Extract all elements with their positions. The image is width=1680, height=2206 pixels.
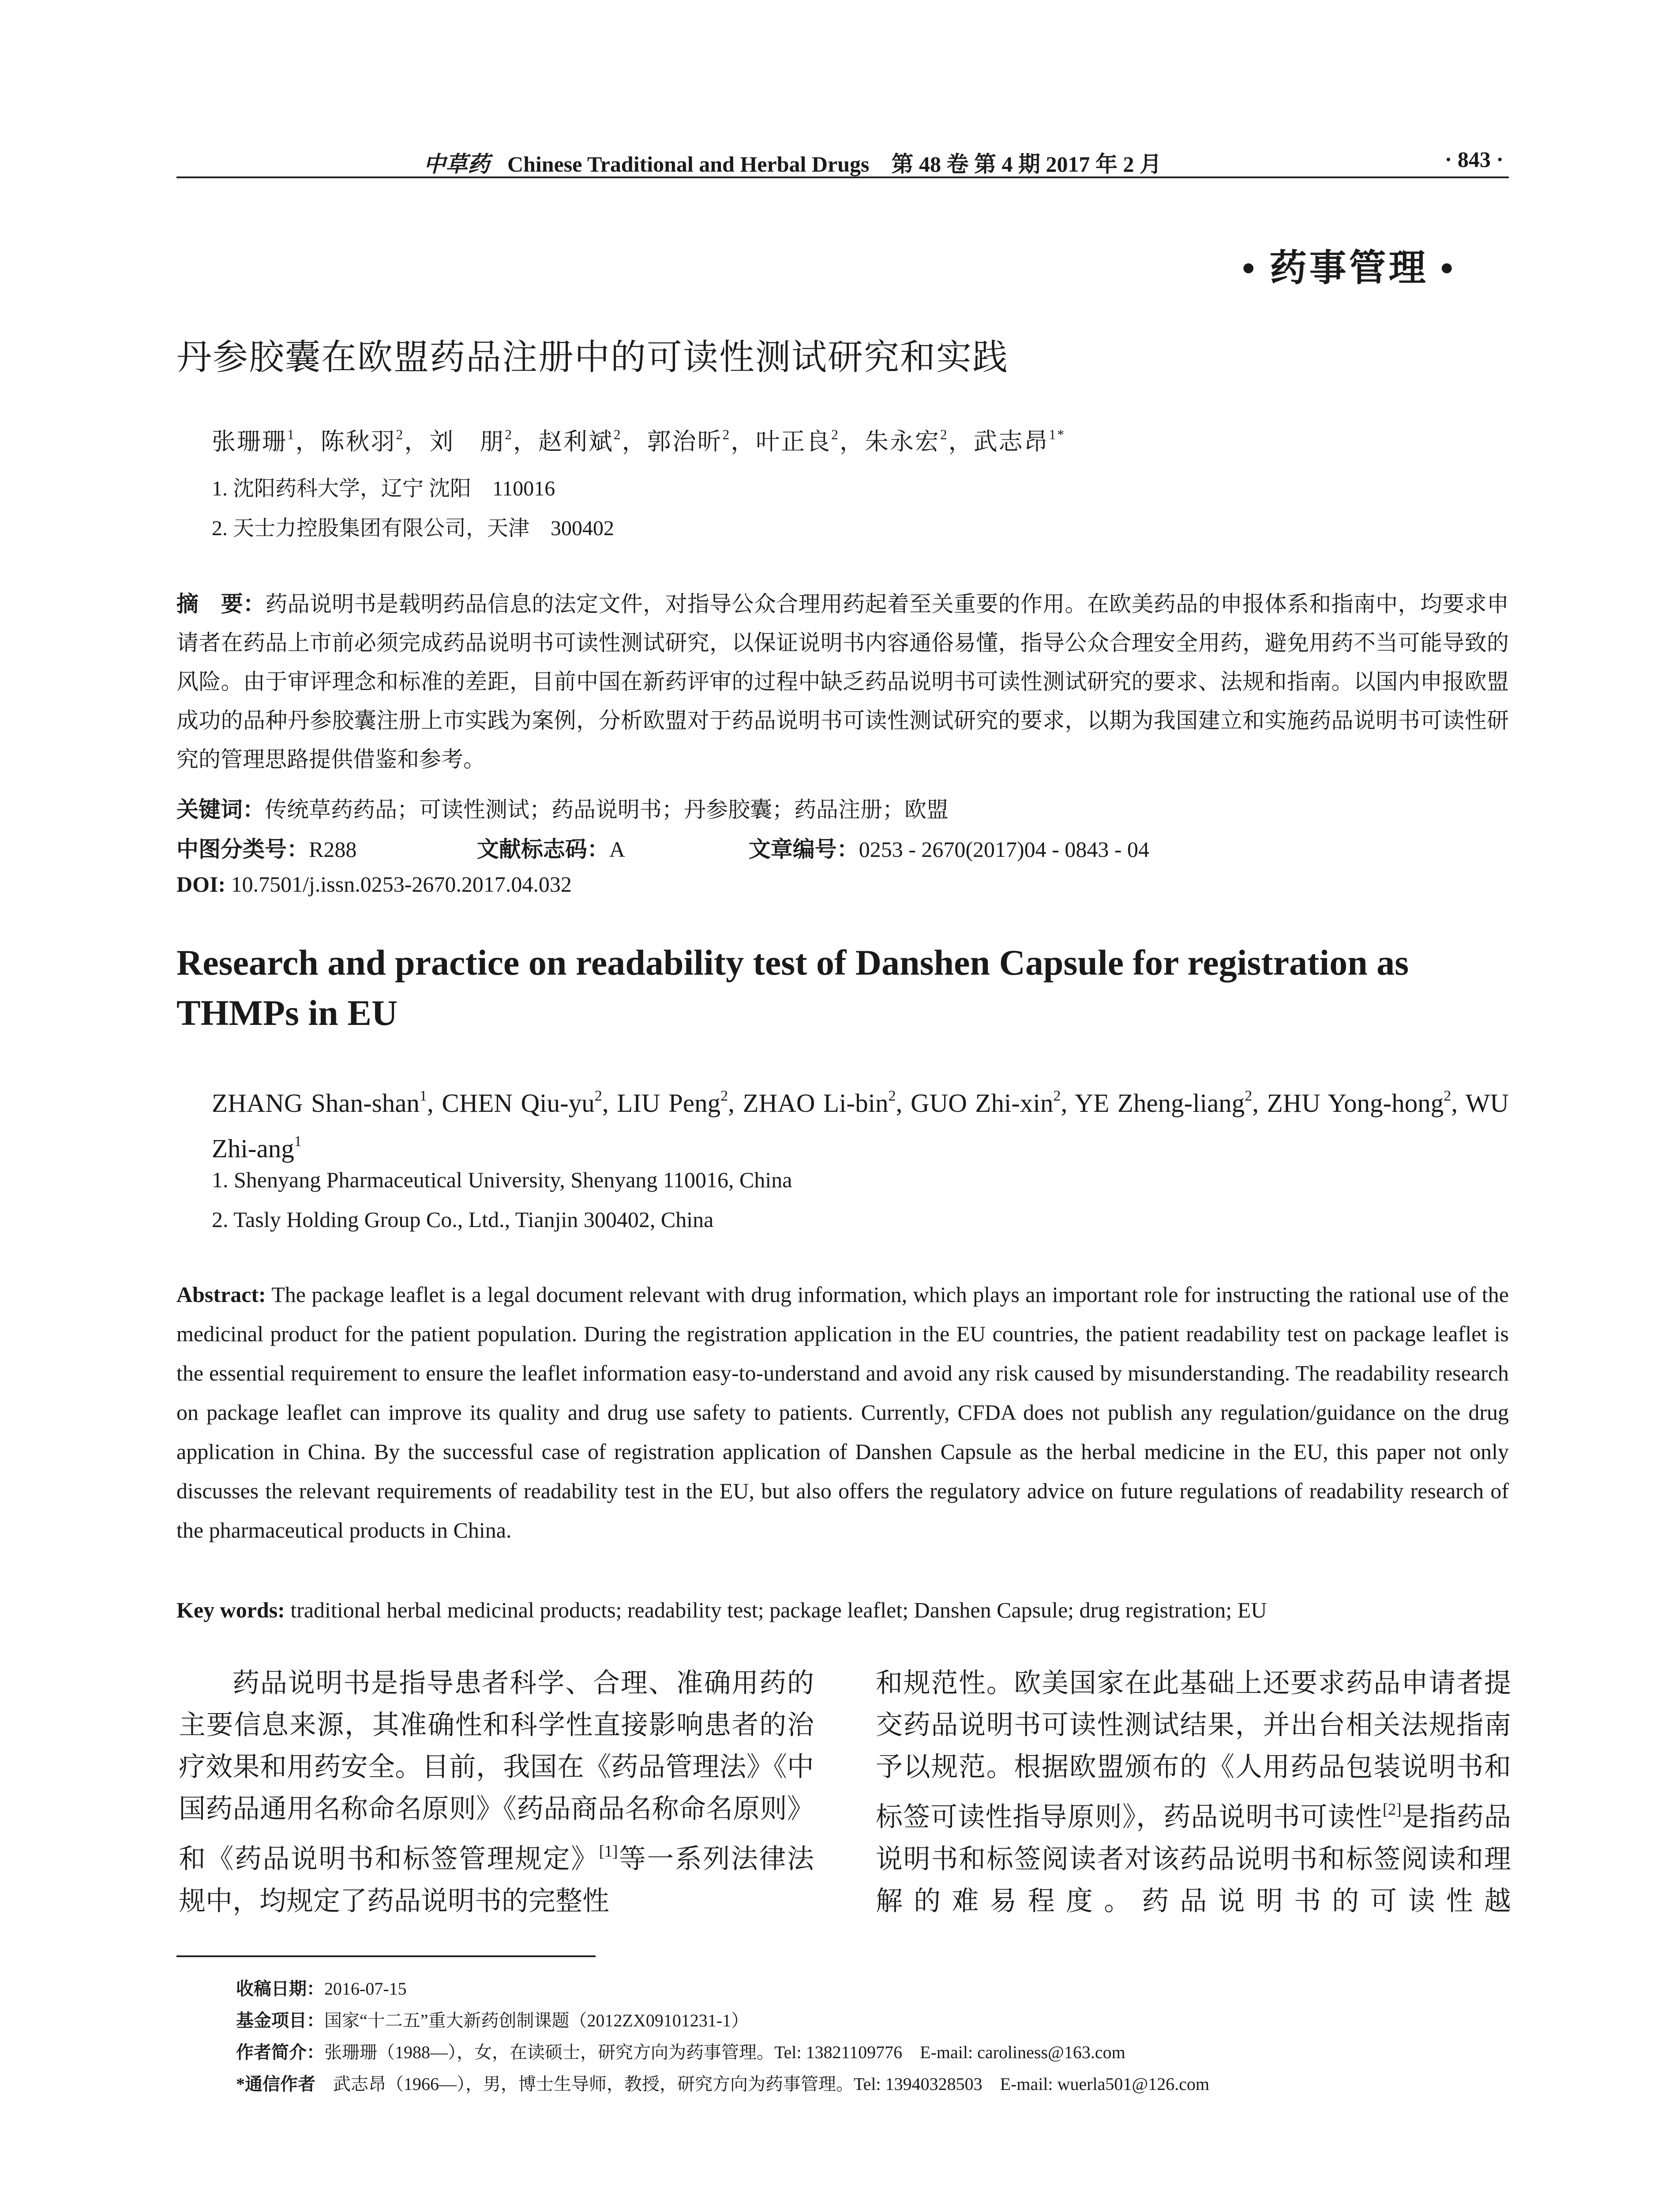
title-en [176,938,1513,1038]
footnote-author: 作者简介：张珊珊（1988—），女，在读硕士，研究方向为药事管理。Tel: 13821109776 E-mail: caroliness@163.com [236,2042,1125,2062]
keywords-cn-text: 传统草药药品；可读性测试；药品说明书；丹参胶囊；药品注册；欧盟 [265,797,949,822]
abstract-cn-label: 摘 要： [176,592,266,616]
author-en: CHEN Qiu-$yu^2$ [442,1088,602,1118]
body-text: 药品说明书是指导患者科学、合理、准确用药的主要信息来源，其准确性和科学性直接影响患者的治疗效果和用药安全。目前，我国在《药品管理法》《中国药品通用名称命名原则》《药品商品名称命名原则》和《药品说明书和标签管理规定》 [179,1669,814,1874]
author-cn: 朱永宏$^2$ [864,427,949,455]
clc-value: R288 [309,837,357,862]
keywords-en-label: Key words: [176,1598,285,1622]
citation-ref[interactable]: [1] [599,1842,618,1860]
author-en: GUO Zhi-xin$^2$ [911,1088,1061,1118]
article-no-label: 文章编号： [748,837,859,862]
author-en: ZHANG Shan-shan$^1$ [212,1088,427,1118]
keywords-en [176,1597,1509,1623]
keywords-en-text: traditional herbal medicinal products; readability test; package leaflet; Danshen Capsule; drug registration; EU [290,1598,1267,1622]
affiliation-cn-2: 2. 天士力控股集团有限公司，天津 300402 [212,517,615,540]
body-text: 等一系列法律法规中，均规定了药品说明书的完整性 [179,1844,814,1916]
footnote-rule [176,1955,596,1957]
body-text: 是指药品说明书和标签阅读者对该药品说明书和标签阅读和理解的难易程度。药品说明书的可读性越 [876,1802,1511,1916]
authors-en: ZHANG Shan-shan$^1$, CHEN Qiu-$yu^2$, LIU Peng$^2$, ZHAO Li-bin$^2$, GUO Zhi-xin$^2$, YE Zheng-liang$^2$, ZHU Yong-hong$^2$, WU Zhi-ang$^1$ [212,1088,1509,1163]
body-column-left [179,1662,814,1922]
header-rule [176,176,1509,178]
author-cn: 刘 朋$^2$ [429,427,513,455]
abstract-en-text: The package leaflet is a legal document relevant with drug information, which plays an important role for instructing the rational use of the medicinal product for the patient population. During the registration application in the EU countries, the patient readability test on package leaflet is the essential requirement to ensure the leaflet information easy-to-understand and avoid any risk caused by misunderstanding. The readability research on package leaflet can improve its quality and drug use safety to patients. Currently, CFDA does not publish any regulation/guidance on the drug application in China. By the successful case of registration application of Danshen Capsule as the herbal medicine in the EU, this paper not only discusses the relevant requirements of readability test in the EU, but also offers the regulatory advice on future regulations of readability research of the pharmaceutical products in China. [176,1282,1509,1542]
affiliation-cn-1: 1. 沈阳药科大学，辽宁 沈阳 110016 [212,477,555,500]
author-en: YE Zheng-liang$^2$ [1074,1088,1252,1118]
title-en-line: THMPs in EU [176,993,398,1033]
abstract-cn-text: 药品说明书是载明药品信息的法定文件，对指导公众合理用药起着至关重要的作用。在欧美药品的申报体系和指南中，均要求申请者在药品上市前必须完成药品说明书可读性测试研究，以保证说明书内容通俗易懂，指导公众合理安全用药，避免用药不当可能导致的风险。由于审评理念和标准的差距，目前中国在新药评审的过程中缺乏药品说明书可读性测试研究的要求、法规和指南。以国内申报欧盟成功的品种丹参胶囊注册上市实践为案例，分析欧盟对于药品说明书可读性测试研究的要求，以期为我国建立和实施药品说明书可读性研究的管理思路提供借鉴和参考。 [176,592,1509,772]
section-label: • 药事管理 • [1242,248,1456,289]
body-text: 和规范性。欧美国家在此基础上还要求药品申请者提交药品说明书可读性测试结果，并出台相关法规指南予以规范。根据欧盟颁布的《人用药品包装说明书和标签可读性指导原则》，药品说明书可读性 [876,1669,1511,1832]
affiliation-en-1: 1. Shenyang Pharmaceutical University, Shenyang 110016, China [212,1167,792,1192]
journal-name-cn: 中草药 [424,152,490,176]
abstract-en [176,1275,1509,1550]
author-en: WU Zhi-ang$^1$ [212,1088,1509,1163]
classification-line [176,832,1149,863]
citation-ref[interactable]: [2] [1383,1800,1402,1818]
author-cn: 赵利斌$^2$ [538,427,622,455]
article-no-value: 0253 - 2670(2017)04 - 0843 - 04 [859,837,1149,862]
title-en-line: Research and practice on readability test of Danshen Capsule for registration as [176,942,1409,983]
affiliation-en-2: 2. Tasly Holding Group Co., Ltd., Tianjin 300402, China [212,1207,714,1232]
body-column-right [876,1662,1511,1922]
journal-citation [424,146,1162,178]
keywords-cn [176,792,949,824]
abstract-cn [176,585,1509,779]
page-number: · 843 · [1444,147,1504,172]
doc-code-label: 文献标志码： [476,837,609,862]
doi-label: DOI: [176,872,226,897]
doc-code-value: A [609,837,624,862]
journal-issue: 第 48 卷 第 4 期 2017 年 2 月 [891,152,1162,176]
author-cn: 张珊珊$^1$ [212,427,296,455]
doi-value[interactable]: 10.7501/j.issn.0253-2670.2017.04.032 [231,872,572,897]
author-cn: 武志昂$^{1*}$ [973,427,1065,455]
author-en: LIU Peng$^2$ [617,1088,728,1118]
abstract-en-label: Abstract: [176,1282,266,1307]
footnote-corresponding: *通信作者 武志昂（1966—），男，博士生导师，教授，研究方向为药事管理。Tel: 13940328503 E-mail: wuerla501@126.com [236,2074,1210,2094]
footnote-fund: 基金项目：国家“十二五”重大新药创制课题（2012ZX09101231-1） [236,2011,749,2030]
journal-name-en: Chinese Traditional and Herbal Drugs [507,152,870,176]
author-en: ZHU Yong-hong$^2$ [1267,1088,1451,1118]
author-cn: 郭治昕$^2$ [647,427,731,455]
doi-line [176,871,572,897]
clc-label: 中图分类号： [176,837,309,862]
footnote-received: 收稿日期：2016-07-15 [236,1979,407,1999]
running-header [176,142,1509,182]
author-cn: 陈秋羽$^2$ [320,427,405,455]
title-cn: 丹参胶囊在欧盟药品注册中的可读性测试研究和实践 [176,337,1009,378]
author-cn: 叶正良$^2$ [756,427,840,455]
author-en: ZHAO Li-bin$^2$ [742,1088,896,1118]
authors-cn: 张珊珊$^1$，陈秋羽$^2$，刘 朋$^2$，赵利斌$^2$，郭治昕$^2$，叶正良$^2$，朱永宏$^2$，武志昂$^{1*}$ [212,427,1065,455]
keywords-cn-label: 关键词： [176,797,265,822]
